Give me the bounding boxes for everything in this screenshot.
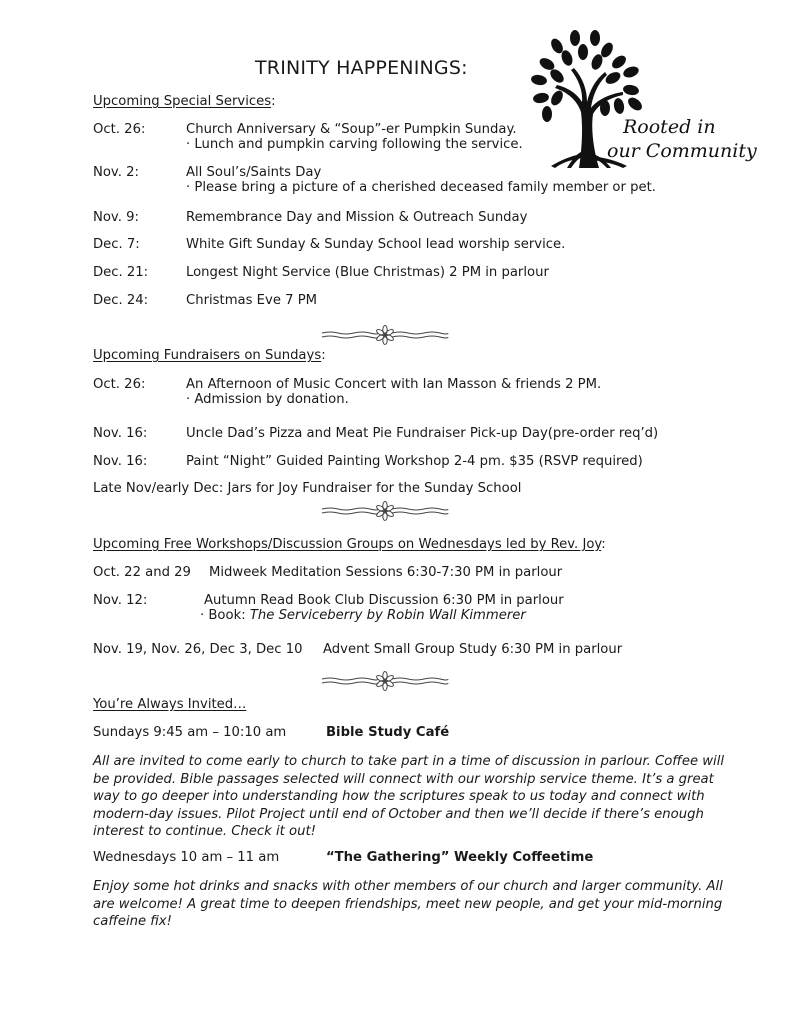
service-date: Dec. 7: <box>93 237 140 252</box>
rooted-logo <box>527 28 762 168</box>
fundraiser-text: An Afternoon of Music Concert with Ian Masson & friends 2 PM. <box>186 377 602 392</box>
service-date: Nov. 9: <box>93 210 139 225</box>
event-name: “The Gathering” Weekly Coffeetime <box>326 850 594 865</box>
event-when: Wednesdays 10 am – 11 am <box>93 850 280 865</box>
heading-text: Upcoming Free Workshops/Discussion Groups on Wednesdays led by Rev. Joy <box>93 537 602 552</box>
fundraiser-extra: Late Nov/early Dec: Jars for Joy Fundraiser for the Sunday School <box>93 481 522 496</box>
service-date: Oct. 26: <box>93 122 146 137</box>
fundraiser-date: Oct. 26: <box>93 377 146 392</box>
workshop-text: Midweek Meditation Sessions 6:30-7:30 PM in parlour <box>209 565 563 580</box>
flower-divider-icon <box>320 670 450 692</box>
workshop-text: Autumn Read Book Club Discussion 6:30 PM in parlour <box>204 593 564 608</box>
workshop-date: Nov. 12: <box>93 593 148 608</box>
fundraiser-text: Paint “Night” Guided Painting Workshop 2-4 pm. $35 (RSVP required) <box>186 454 643 469</box>
heading-colon: : <box>271 94 276 109</box>
always-invited-heading: You’re Always Invited… <box>93 697 247 712</box>
event-when: Sundays 9:45 am – 10:10 am <box>93 725 287 740</box>
service-text: All Soul’s/Saints Day <box>186 165 322 180</box>
event-description: All are invited to come early to church to take part in a time of discussion in parlour. Coffee will be provided. Bible passages selected will connect with our worship service theme. It’s a great way to go deeper into understanding how the scriptures speak to us today and connect with modern-day issues. Pilot Project until end of October and then we’ll decide if there’s enough interest to continue. Check it out! <box>93 754 725 839</box>
event-description: Enjoy some hot drinks and snacks with other members of our church and larger community. All are welcome! A great time to deepen friendships, meet new people, and get your mid-morning caffeine fix! <box>93 879 723 929</box>
note-prefix: · Book: <box>200 608 250 623</box>
flower-divider-icon <box>320 500 450 522</box>
fundraiser-date: Nov. 16: <box>93 454 148 469</box>
heading-text: Upcoming Special Services <box>93 94 272 109</box>
event-name: Bible Study Café <box>326 725 450 740</box>
book-title: The Serviceberry by Robin Wall Kimmerer <box>249 608 526 623</box>
heading-colon: : <box>321 348 326 363</box>
service-date: Dec. 21: <box>93 265 149 280</box>
service-text: Longest Night Service (Blue Christmas) 2 PM in parlour <box>186 265 549 280</box>
service-text: White Gift Sunday & Sunday School lead worship service. <box>186 237 566 252</box>
workshop-text: Advent Small Group Study 6:30 PM in parlour <box>323 642 623 657</box>
service-text: Remembrance Day and Mission & Outreach Sunday <box>186 210 528 225</box>
fundraiser-text: Uncle Dad’s Pizza and Meat Pie Fundraiser Pick-up Day(pre-order req’d) <box>186 426 659 441</box>
flower-divider-icon <box>320 324 450 346</box>
service-date: Nov. 2: <box>93 165 139 180</box>
service-date: Dec. 24: <box>93 293 149 308</box>
service-note: · Please bring a picture of a cherished deceased family member or pet. <box>186 180 656 195</box>
heading-colon: : <box>601 537 606 552</box>
page-title: TRINITY HAPPENINGS: <box>255 57 468 79</box>
workshop-date: Oct. 22 and 29 <box>93 565 191 580</box>
workshops-heading <box>93 537 606 553</box>
motto-line-1: Rooted in <box>623 116 716 138</box>
service-text: Christmas Eve 7 PM <box>186 293 318 308</box>
fundraiser-date: Nov. 16: <box>93 426 148 441</box>
motto-line-2: our Community <box>607 140 757 162</box>
fundraiser-note: · Admission by donation. <box>186 392 349 407</box>
special-services-heading <box>93 94 276 110</box>
heading-text: Upcoming Fundraisers on Sundays <box>93 348 322 363</box>
workshop-note <box>200 608 526 624</box>
fundraisers-heading <box>93 348 326 364</box>
service-text: Church Anniversary & “Soup”-er Pumpkin Sunday. <box>186 122 517 137</box>
workshop-date: Nov. 19, Nov. 26, Dec 3, Dec 10 <box>93 642 303 657</box>
service-note: · Lunch and pumpkin carving following the service. <box>186 137 523 152</box>
